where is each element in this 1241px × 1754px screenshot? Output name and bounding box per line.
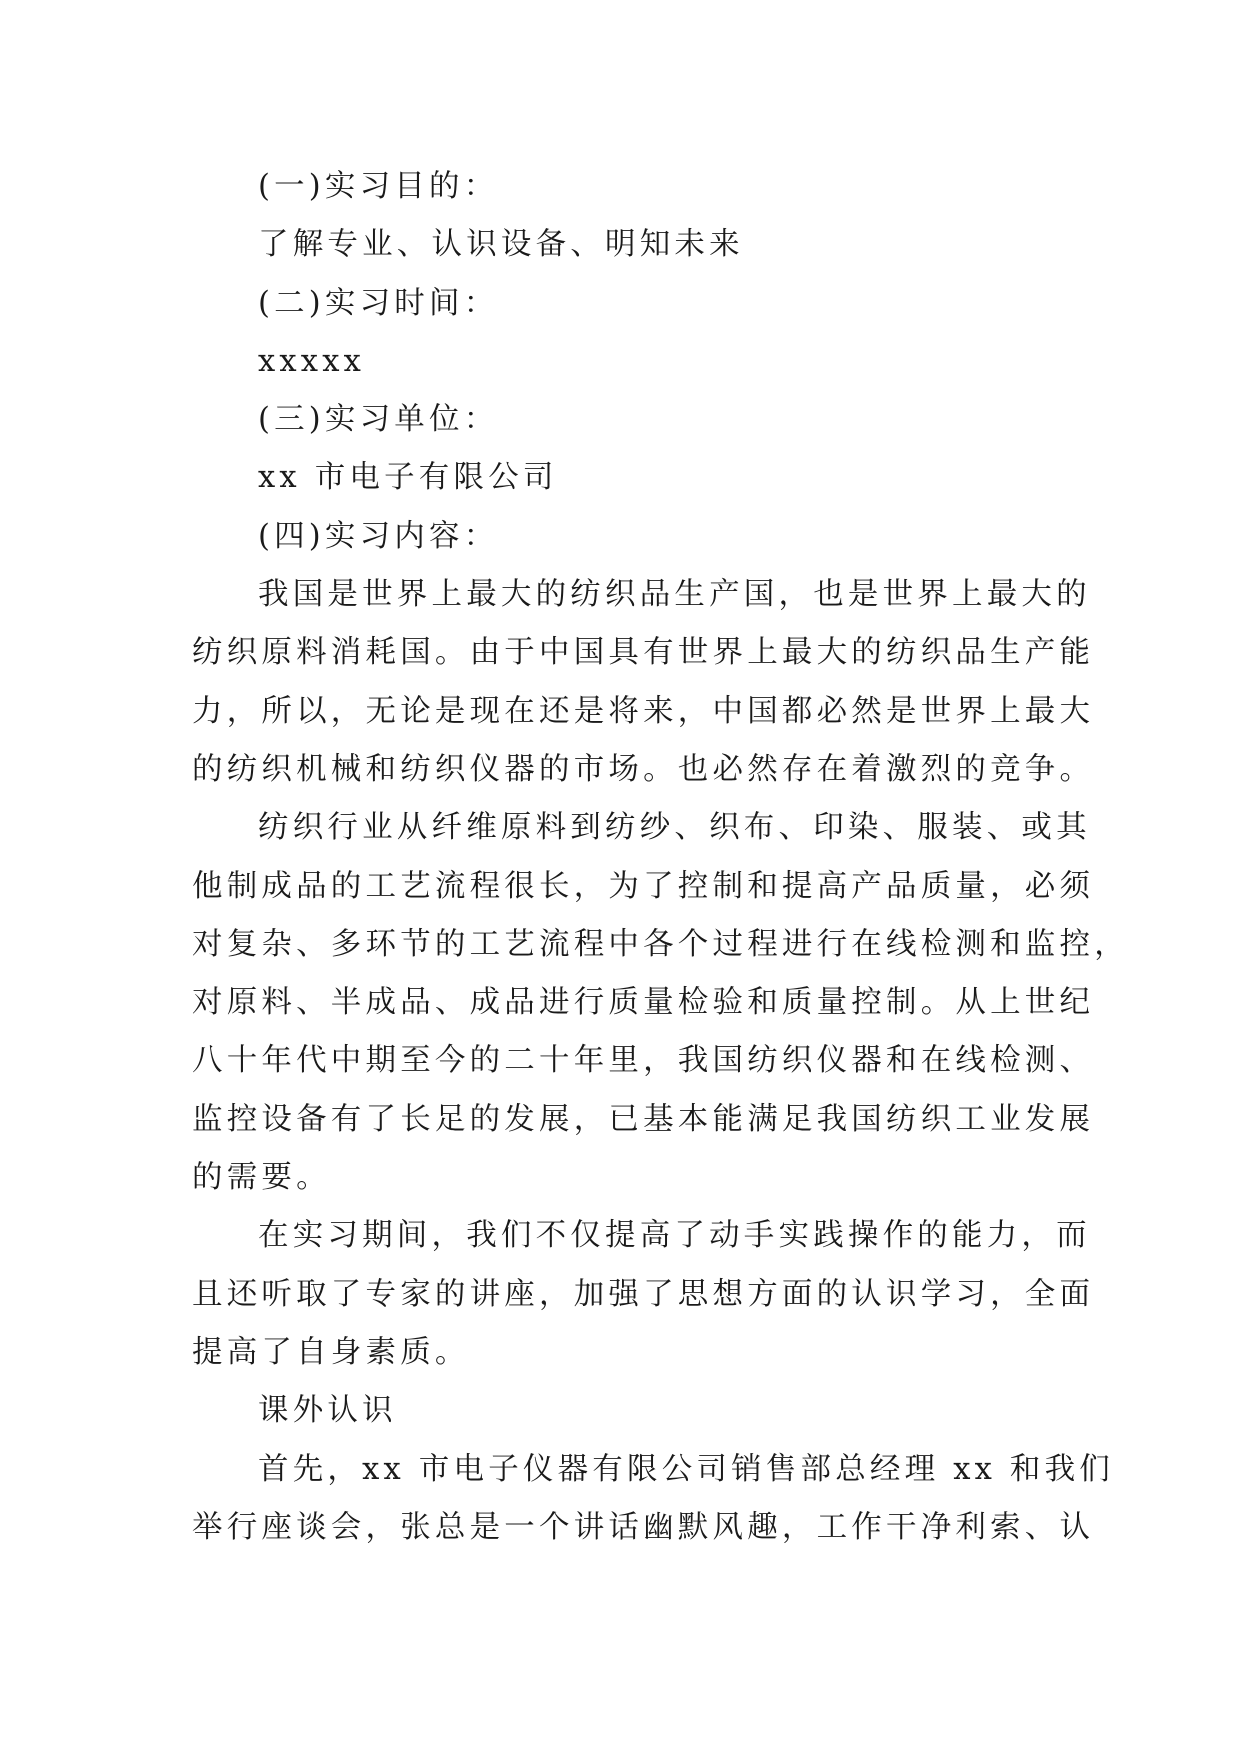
text-line: 八十年代中期至今的二十年里，我国纺织仪器和在线检测、	[192, 1043, 1095, 1079]
text-line: (四)实习内容：	[258, 518, 499, 554]
text-line: 在实习期间，我们不仅提高了动手实践操作的能力，而	[258, 1218, 1091, 1254]
text-line: 课外认识	[258, 1393, 397, 1429]
text-line: xxxxx	[258, 343, 366, 379]
text-line: 我国是世界上最大的纺织品生产国，也是世界上最大的	[258, 577, 1091, 613]
text-line: (一)实习目的：	[258, 169, 499, 204]
text-line: 提高了自身素质。	[192, 1334, 470, 1370]
text-line: 监控设备有了长足的发展，已基本能满足我国纺织工业发展	[192, 1101, 1095, 1137]
text-line: 的纺织机械和纺织仪器的市场。也必然存在着激烈的竞争。	[192, 751, 1095, 787]
text-line: 举行座谈会，张总是一个讲话幽默风趣，工作干净利索、认	[192, 1509, 1095, 1545]
text-line: 他制成品的工艺流程很长，为了控制和提高产品质量，必须	[192, 868, 1095, 904]
text-line: 纺织行业从纤维原料到纺纱、织布、印染、服装、或其	[258, 810, 1091, 846]
document-body	[192, 158, 1129, 1557]
text-line: 的需要。	[192, 1160, 331, 1196]
text-line: (二)实习时间：	[258, 285, 499, 321]
text-line: 了解专业、认识设备、明知未来	[258, 227, 744, 263]
text-line: 首先，xx 市电子仪器有限公司销售部总经理 xx 和我们	[258, 1451, 1114, 1487]
text-line: 力，所以，无论是现在还是将来，中国都必然是世界上最大	[192, 693, 1095, 729]
text-line: 对复杂、多环节的工艺流程中各个过程进行在线检测和监控，	[192, 926, 1129, 962]
text-line: (三)实习单位：	[258, 402, 499, 438]
text-line: 且还听取了专家的讲座，加强了思想方面的认识学习，全面	[192, 1276, 1095, 1312]
text-line: 纺织原料消耗国。由于中国具有世界上最大的纺织品生产能	[192, 635, 1095, 671]
text-line: xx 市电子有限公司	[258, 460, 558, 496]
text-line: 对原料、半成品、成品进行质量检验和质量控制。从上世纪	[192, 985, 1095, 1021]
